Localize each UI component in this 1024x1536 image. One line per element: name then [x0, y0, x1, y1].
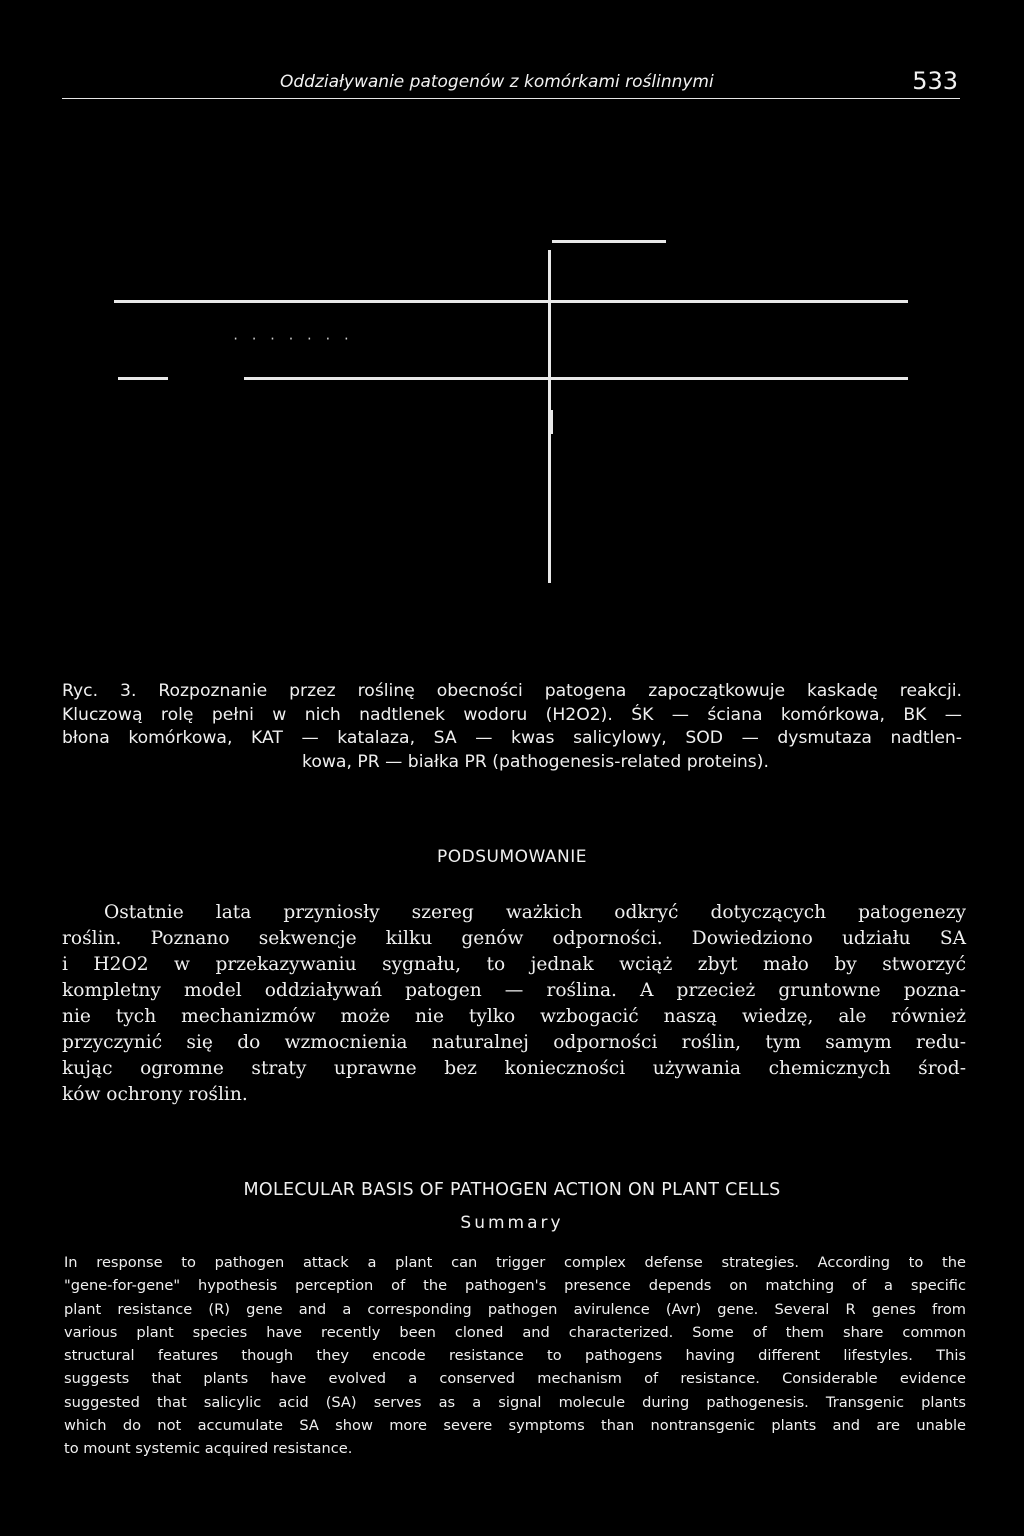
figure-diagram	[0, 220, 1024, 580]
summary-line: to mount systemic acquired resistance.	[64, 1440, 353, 1458]
summary-line: In response to pathogen attack a plant can trigger complex defense strategies. According to the	[64, 1254, 966, 1271]
paragraph-line: nie tych mechanizmów może nie tylko wzbogacić naszą wiedzę, ale również	[62, 1006, 966, 1027]
paragraph-line: kompletny model oddziaływań patogen — roślina. A przecież gruntowne pozna-	[62, 980, 966, 1001]
figure-vertical-tick	[549, 410, 553, 434]
section-heading: PODSUMOWANIE	[437, 847, 587, 867]
running-head-title: Oddziaływanie patogenów z komórkami roślinnymi	[280, 72, 714, 92]
paragraph-line: ków ochrony roślin.	[62, 1084, 248, 1105]
paragraph-line: kując ogromne straty uprawne bez konieczności używania chemicznych środ-	[62, 1058, 966, 1079]
summary-line: plant resistance (R) gene and a corresponding pathogen avirulence (Avr) gene. Several R genes from	[64, 1300, 966, 1318]
paragraph-line: i H2O2 w przekazywaniu sygnału, to jednak wciąż zbyt mało by stworzyć	[62, 954, 966, 975]
caption-line: Kluczową rolę pełni w nich nadtlenek wodoru (H2O2). ŚK — ściana komórkowa, BK —	[62, 704, 962, 725]
summary-paragraph-english	[64, 1251, 966, 1461]
page-number: 533	[912, 67, 958, 95]
header-rule	[62, 98, 960, 99]
english-title: MOLECULAR BASIS OF PATHOGEN ACTION ON PLANT CELLS	[243, 1180, 781, 1200]
caption-line: błona komórkowa, KAT — katalaza, SA — kwas salicylowy, SOD — dysmutaza nadtlen-	[62, 728, 962, 749]
caption-line: Ryc. 3. Rozpoznanie przez roślinę obecności patogena zapoczątkowuje kaskadę reakcji.	[62, 681, 962, 701]
figure-dotted-line: · · · · · · ·	[232, 332, 352, 346]
summary-line: which do not accumulate SA show more severe symptoms than nontransgenic plants and are unable	[64, 1417, 966, 1435]
summary-heading: Summary	[460, 1213, 564, 1233]
figure-top-short-line	[552, 240, 666, 243]
summary-line: suggests that plants have evolved a conserved mechanism of resistance. Considerable evidence	[64, 1370, 966, 1388]
figure-horizontal-line-2-right	[244, 377, 908, 380]
caption-line: kowa, PR — białka PR (pathogenesis-related proteins).	[302, 751, 769, 772]
summary-line: "gene-for-gene" hypothesis perception of the pathogen's presence depends on matching of a specific	[64, 1277, 966, 1295]
paragraph-line: przyczynić się do wzmocnienia naturalnej odporności roślin, tym samym redu-	[62, 1032, 966, 1053]
figure-horizontal-line-2-left	[118, 377, 168, 380]
figure-horizontal-line-1	[114, 300, 908, 303]
summary-paragraph-polish	[62, 900, 966, 1108]
summary-line: suggested that salicylic acid (SA) serves as a signal molecule during pathogenesis. Transgenic plants	[64, 1393, 966, 1411]
paragraph-line: Ostatnie lata przyniosły szereg ważkich odkryć dotyczących patogenezy	[104, 902, 966, 923]
figure-caption	[62, 680, 962, 774]
summary-line: various plant species have recently been cloned and characterized. Some of them share common	[64, 1323, 966, 1341]
paragraph-line: roślin. Poznano sekwencje kilku genów odporności. Dowiedziono udziału SA	[62, 928, 966, 949]
summary-line: structural features though they encode resistance to pathogens having different lifestyles. This	[64, 1347, 966, 1365]
